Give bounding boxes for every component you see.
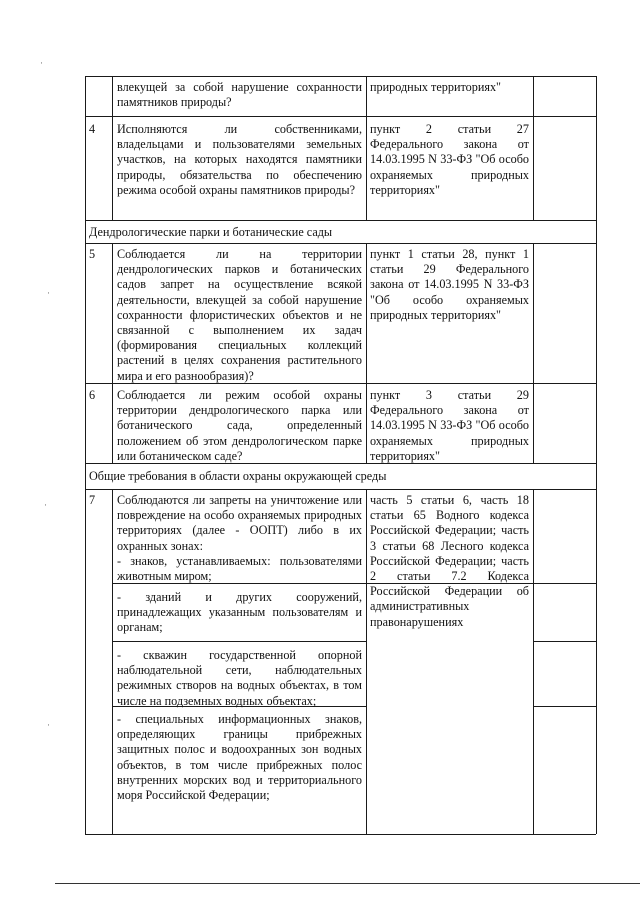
table-border-left (85, 76, 86, 834)
question-cell: Исполняются ли собственниками, владельцами и пользователями земельных участков, на которых находятся памятники природы, обязательства по обеспечению режима особой охраны памятников природы? (117, 122, 362, 197)
table-row-divider (112, 641, 366, 642)
question-item-cell: - знаков, устанавливаемых: пользователями животным миром; (117, 554, 362, 584)
table-col-divider (112, 76, 113, 220)
margin-mark: · (47, 720, 50, 730)
table-col-divider (366, 489, 367, 834)
reference-cell: пункт 2 статьи 27 Федерального закона от 14.03.1995 N 33-ФЗ "Об особо охраняемых природных территориях" (370, 122, 529, 197)
table-border-right (596, 76, 597, 834)
table-row-divider (85, 220, 596, 221)
reference-cell: часть 5 статьи 6, часть 18 статьи 65 Водного кодекса Российской Федерации; часть 3 статьи 68 Лесного кодекса Российской Федерации; часть 2 статьи 7.2 Кодекса Российской Федерации об административных правонарушениях (370, 493, 529, 629)
question-cell: Соблюдаются ли запреты на уничтожение или повреждение на особо охраняемых природных территориях (далее - ООПТ) либо в их охранных зонах: (117, 493, 362, 553)
reference-cell: пункт 1 статьи 28, пункт 1 статьи 29 Федерального закона от 14.03.1995 N 33-ФЗ "Об особо охраняемых природных территориях" (370, 247, 529, 322)
margin-mark: · (40, 58, 43, 68)
table-row-divider (533, 706, 596, 707)
section-heading: Дендрологические парки и ботанические сады (89, 225, 333, 239)
margin-mark: · (47, 288, 50, 298)
reference-cell: пункт 3 статьи 29 Федерального закона от 14.03.1995 N 33-ФЗ "Об особо охраняемых природных территориях" (370, 388, 529, 463)
row-number: 6 (89, 388, 96, 402)
reference-cell: природных территориях" (370, 80, 502, 94)
table-col-divider (366, 76, 367, 220)
table-col-divider (533, 76, 534, 220)
margin-mark: · (44, 500, 47, 510)
table-col-divider (112, 489, 113, 834)
table-row-divider (85, 76, 596, 77)
section-heading: Общие требования в области охраны окружающей среды (89, 469, 387, 483)
table-col-divider (533, 243, 534, 463)
table-row-divider (85, 243, 596, 244)
table-col-divider (366, 243, 367, 463)
row-number: 7 (89, 493, 96, 507)
table-row-divider (85, 489, 596, 490)
table-border-bottom (85, 834, 596, 835)
question-item-cell: - зданий и других сооружений, принадлежащих указанным пользователям и органам; (117, 590, 362, 635)
question-item-cell: - скважин государственной опорной наблюдательной сети, наблюдательных режимных створов на водных объектах, в том числе на подземных водных объектах; (117, 648, 362, 708)
row-number: 4 (89, 122, 96, 136)
question-cell: Соблюдается ли на территории дендрологических парков и ботанических садов запрет на осуществление всякой деятельности, влекущей за собой нарушение сохранности флористических объектов и не связанной с выполнением их задач (формирования специальных коллекций растений в целях сохранения растительного мира и его разнообразия)? (117, 247, 362, 383)
page-bottom-rule (55, 883, 640, 884)
table-row-divider (533, 641, 596, 642)
question-cell: влекущей за собой нарушение сохранности памятников природы? (117, 80, 362, 110)
question-cell: Соблюдается ли режим особой охраны территории дендрологического парка или ботанического сада, определенный положением об этом дендрологическом парке или ботаническом саде? (117, 388, 362, 463)
row-number: 5 (89, 247, 96, 261)
table-col-divider (112, 243, 113, 463)
table-col-divider (533, 489, 534, 834)
table-row-divider (85, 116, 596, 117)
question-item-cell: - специальных информационных знаков, определяющих границы прибрежных защитных полос и водоохранных зон водных объектов, в том числе прибрежных полос внутренних морских вод и территориального моря Российской Федерации; (117, 712, 362, 803)
